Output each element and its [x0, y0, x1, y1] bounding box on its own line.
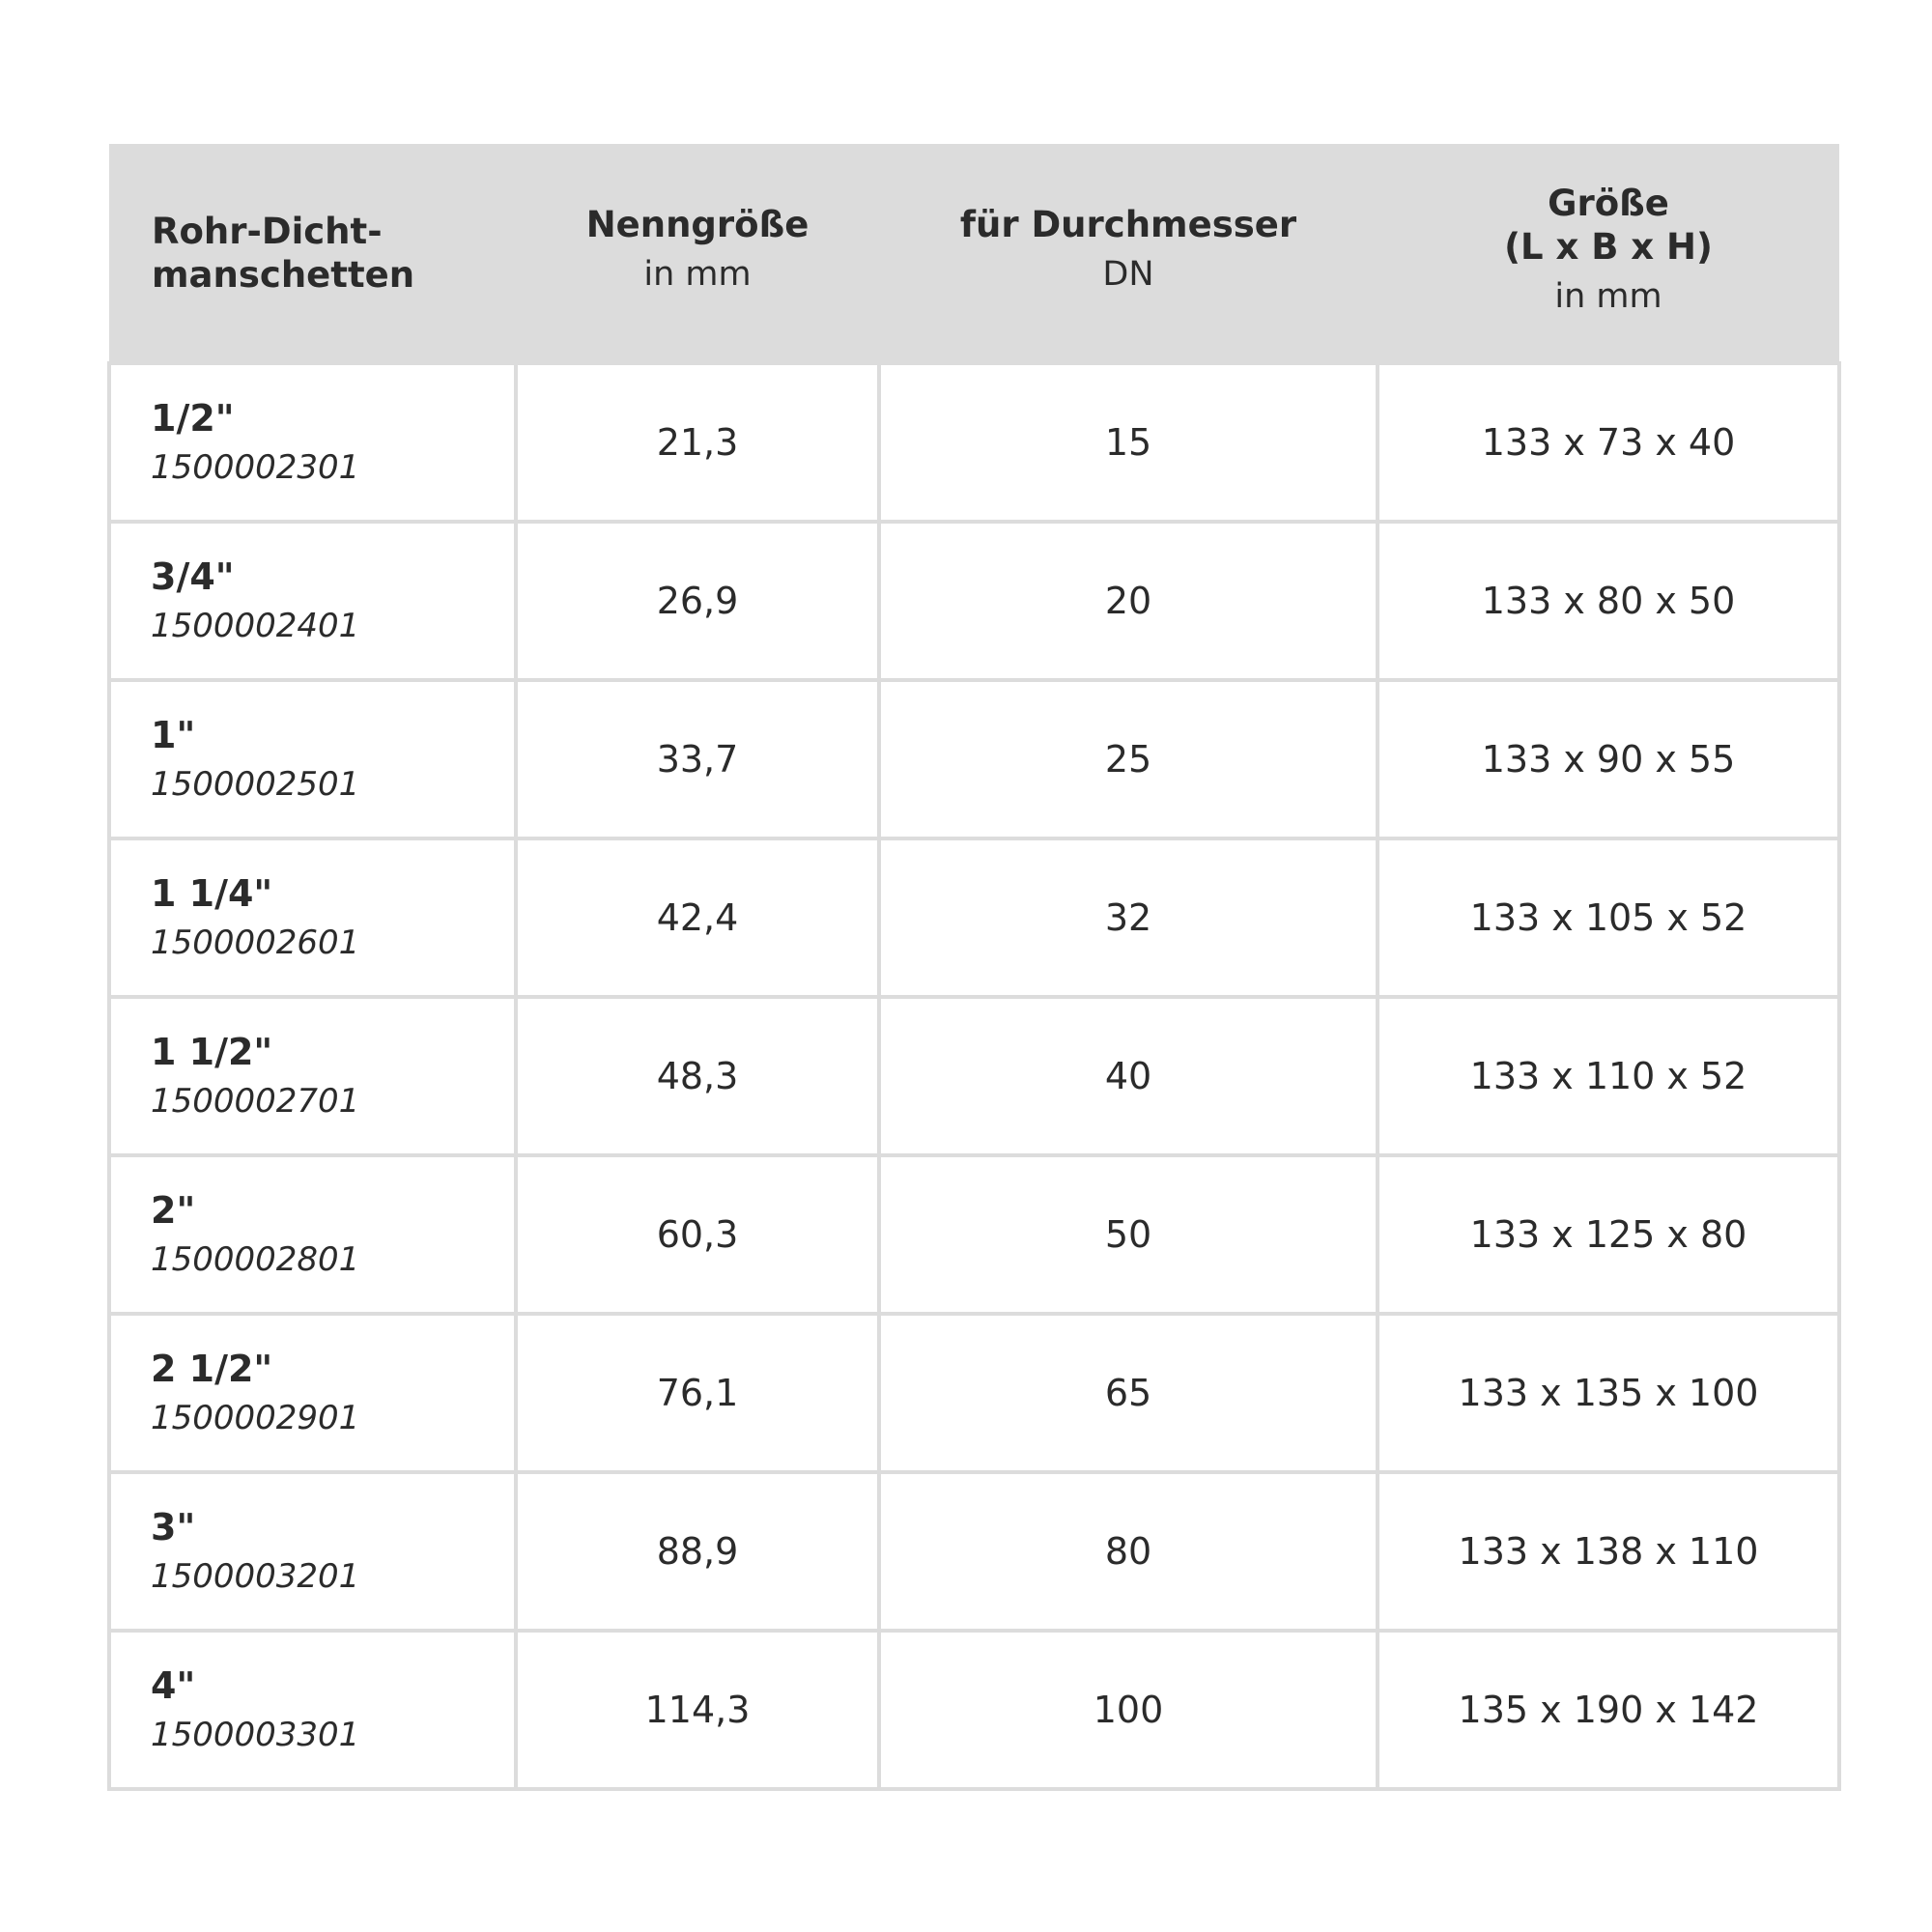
pipe-size: 2" — [151, 1189, 196, 1232]
nominal-size-cell: 42,4 — [516, 838, 879, 997]
dn-cell: 50 — [879, 1155, 1378, 1314]
article-number: 1500002601 — [151, 923, 360, 962]
header-nominal-size — [516, 144, 879, 363]
table-row — [109, 838, 1839, 997]
table-body — [109, 363, 1839, 1789]
dimensions-cell: 133 x 135 x 100 — [1378, 1314, 1839, 1472]
nominal-size-cell: 76,1 — [516, 1314, 879, 1472]
header-diameter — [879, 144, 1378, 363]
header-dimensions-line1: Größe — [1548, 182, 1669, 224]
header-diameter-title: für Durchmesser — [959, 204, 1297, 245]
product-cell — [109, 997, 516, 1155]
pipe-size: 2 1/2" — [151, 1348, 273, 1390]
article-number: 1500003301 — [151, 1716, 360, 1754]
dn-cell: 80 — [879, 1472, 1378, 1631]
pipe-size: 3" — [151, 1506, 196, 1548]
table-row — [109, 1631, 1839, 1789]
article-number: 1500003201 — [151, 1557, 360, 1596]
nominal-size-cell: 33,7 — [516, 680, 879, 838]
product-cell — [109, 838, 516, 997]
dimensions-cell: 133 x 138 x 110 — [1378, 1472, 1839, 1631]
pipe-size: 3/4" — [151, 555, 235, 598]
dn-cell: 20 — [879, 522, 1378, 680]
nominal-size-cell: 88,9 — [516, 1472, 879, 1631]
pipe-size: 1/2" — [151, 397, 235, 440]
article-number: 1500002501 — [151, 765, 360, 804]
product-cell — [109, 1631, 516, 1789]
pipe-size: 1 1/4" — [151, 872, 273, 915]
header-product-line2: manschetten — [152, 253, 415, 296]
table-row — [109, 997, 1839, 1155]
dn-cell: 40 — [879, 997, 1378, 1155]
table-row — [109, 1314, 1839, 1472]
header-row — [109, 144, 1839, 363]
spec-table — [107, 144, 1841, 1791]
article-number: 1500002801 — [151, 1240, 360, 1279]
header-nominal-size-title: Nenngröße — [585, 204, 810, 245]
dn-cell: 15 — [879, 363, 1378, 522]
pipe-size: 1 1/2" — [151, 1031, 273, 1073]
nominal-size-cell: 48,3 — [516, 997, 879, 1155]
table-row — [109, 363, 1839, 522]
dimensions-cell: 133 x 125 x 80 — [1378, 1155, 1839, 1314]
table-header — [109, 144, 1839, 363]
product-cell — [109, 363, 516, 522]
dimensions-cell: 135 x 190 x 142 — [1378, 1631, 1839, 1789]
nominal-size-cell: 21,3 — [516, 363, 879, 522]
table-row — [109, 1472, 1839, 1631]
header-product — [109, 144, 516, 363]
article-number: 1500002301 — [151, 448, 360, 487]
table-row — [109, 680, 1839, 838]
pipe-size: 1" — [151, 714, 196, 756]
header-dimensions — [1378, 144, 1839, 363]
header-nominal-size-unit: in mm — [643, 255, 752, 294]
dn-cell: 100 — [879, 1631, 1378, 1789]
product-cell — [109, 680, 516, 838]
product-cell — [109, 1314, 516, 1472]
table-row — [109, 522, 1839, 680]
dn-cell: 25 — [879, 680, 1378, 838]
dn-cell: 32 — [879, 838, 1378, 997]
header-product-line1: Rohr-Dicht- — [152, 210, 383, 252]
dn-cell: 65 — [879, 1314, 1378, 1472]
article-number: 1500002701 — [151, 1082, 360, 1121]
article-number: 1500002901 — [151, 1399, 360, 1437]
dimensions-cell: 133 x 73 x 40 — [1378, 363, 1839, 522]
nominal-size-cell: 26,9 — [516, 522, 879, 680]
dimensions-cell: 133 x 110 x 52 — [1378, 997, 1839, 1155]
product-cell — [109, 1472, 516, 1631]
header-dimensions-line2: (L x B x H) — [1504, 225, 1713, 268]
pipe-size: 4" — [151, 1664, 196, 1707]
dimensions-cell: 133 x 105 x 52 — [1378, 838, 1839, 997]
product-cell — [109, 522, 516, 680]
dimensions-cell: 133 x 90 x 55 — [1378, 680, 1839, 838]
dimensions-cell: 133 x 80 x 50 — [1378, 522, 1839, 680]
header-diameter-unit: DN — [1102, 255, 1154, 294]
nominal-size-cell: 114,3 — [516, 1631, 879, 1789]
nominal-size-cell: 60,3 — [516, 1155, 879, 1314]
table-row — [109, 1155, 1839, 1314]
product-cell — [109, 1155, 516, 1314]
article-number: 1500002401 — [151, 607, 360, 645]
header-dimensions-unit: in mm — [1554, 276, 1662, 316]
